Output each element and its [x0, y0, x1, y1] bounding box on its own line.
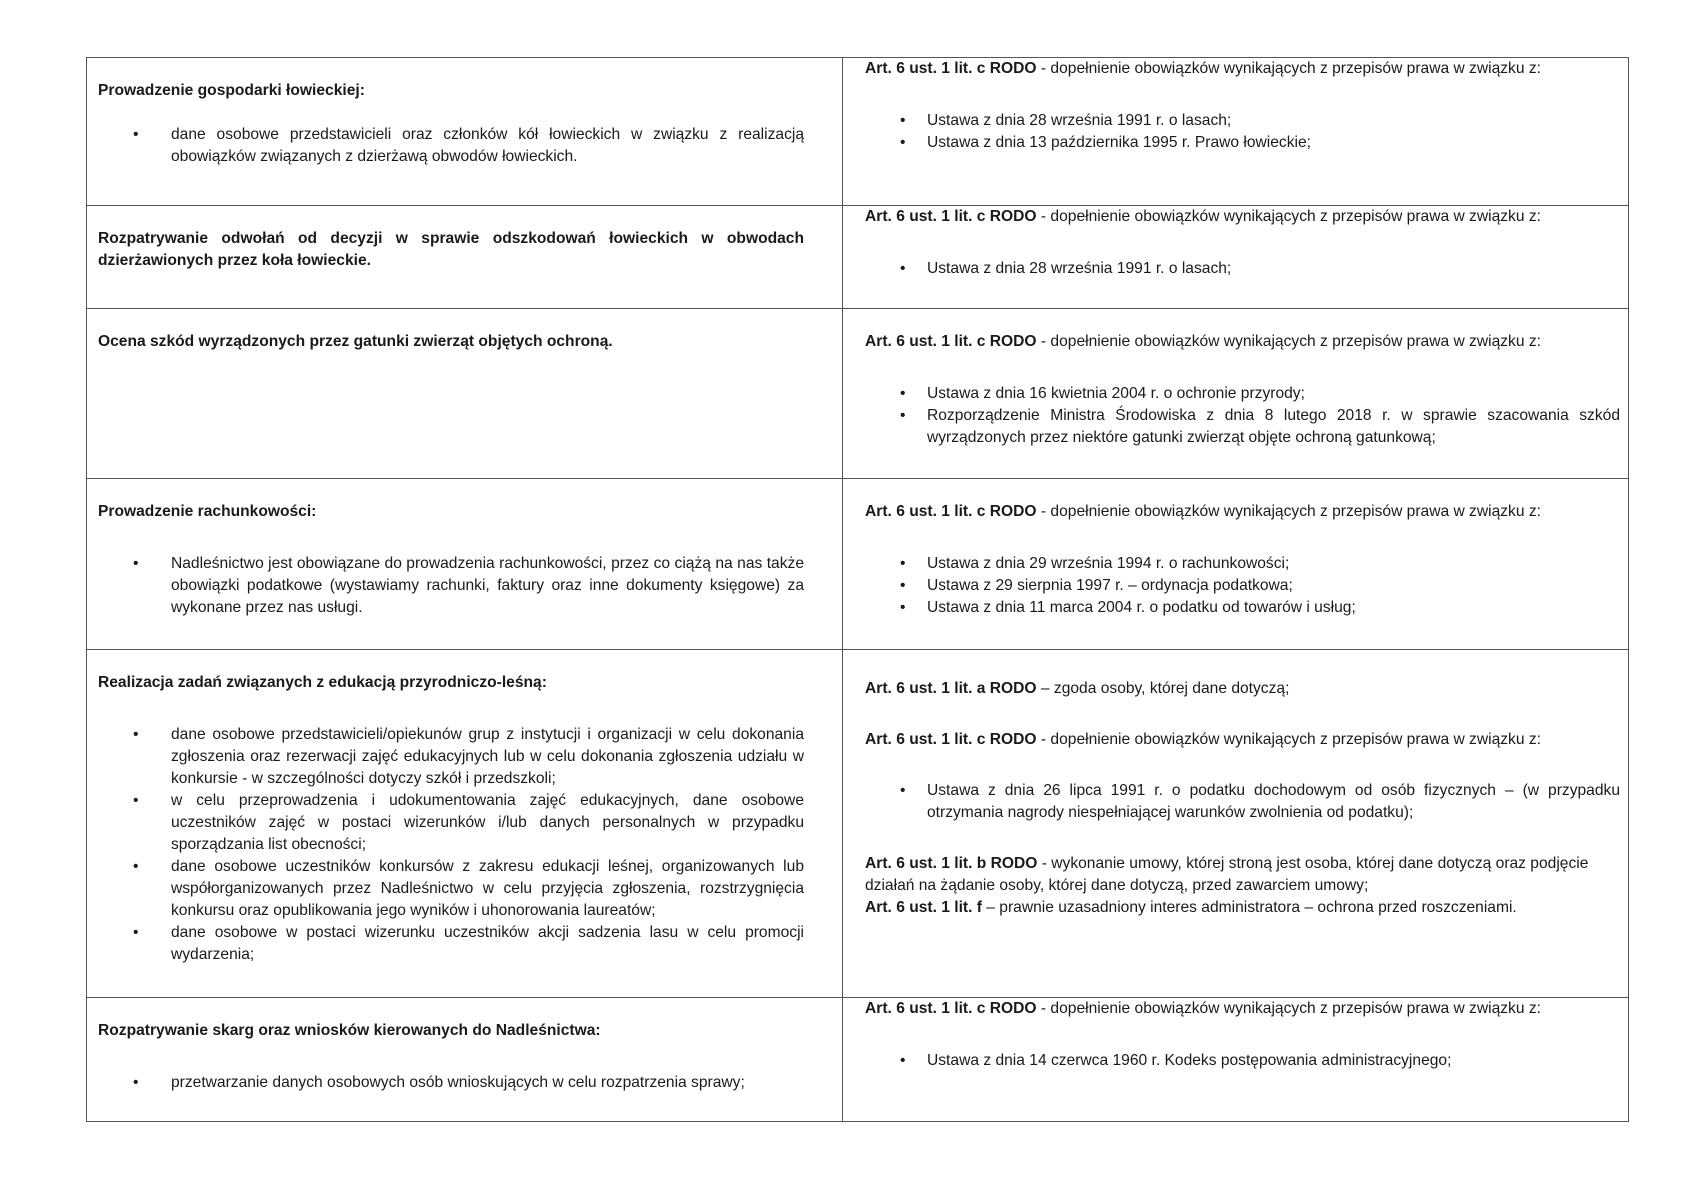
- purpose-title: Prowadzenie gospodarki łowieckiej:: [98, 82, 365, 99]
- legal-basis-cell: [843, 479, 1629, 650]
- basis-label: Art. 6 ust. 1 lit. f: [865, 899, 982, 916]
- basis-label: Art. 6 ust. 1 lit. c RODO: [865, 1000, 1037, 1017]
- list-item: • dane osobowe przedstawicieli/opiekunów grup z instytucji i organizacji w celu dokonania zgłoszenia oraz rezerwacji zajęć edukacyjnych lub w celu dokonania zgłoszenia udziału w konkursie - w szczególności dotyczy szkół i przedszkoli;: [98, 724, 804, 790]
- list-item: • Ustawa z dnia 26 lipca 1991 r. o podatku dochodowym od osób fizycznych – (w przypadku otrzymania nagrody niespełniającej warunków zwolnienia od podatku);: [865, 780, 1620, 824]
- legal-basis: [865, 58, 1620, 80]
- purpose-list: [98, 724, 804, 966]
- basis-text: - wykonanie umowy, której stroną jest osoba, której dane dotyczą oraz podjęcie działań na żądanie osoby, której dane dotyczą, przed zawarciem umowy;: [865, 855, 1589, 894]
- basis-text: – zgoda osoby, której dane dotyczą;: [1036, 680, 1290, 697]
- list-item: • Rozporządzenie Ministra Środowiska z dnia 8 lutego 2018 r. w sprawie szacowania szkód wyrządzonych przez niektóre gatunki zwierząt objęte ochroną gatunkową;: [865, 405, 1620, 449]
- list-item: • Ustawa z 29 sierpnia 1997 r. – ordynacja podatkowa;: [865, 575, 1620, 597]
- basis-text: - dopełnienie obowiązków wynikających z przepisów prawa w związku z:: [1036, 333, 1541, 350]
- list-item: • dane osobowe przedstawicieli oraz członków kół łowieckich w związku z realizacją obowiązków związanych z dzierżawą obwodów łowieckich.: [98, 124, 804, 168]
- purpose-list: [98, 1072, 804, 1094]
- legal-basis: [865, 501, 1620, 523]
- list-item: • Ustawa z dnia 28 września 1991 r. o lasach;: [865, 258, 1620, 280]
- list-item: • Ustawa z dnia 13 października 1995 r. Prawo łowieckie;: [865, 132, 1620, 154]
- basis-label: Art. 6 ust. 1 lit. c RODO: [865, 60, 1037, 77]
- basis-text: - dopełnienie obowiązków wynikających z przepisów prawa w związku z:: [1036, 503, 1541, 520]
- basis-text: - dopełnienie obowiązków wynikających z przepisów prawa w związku z:: [1036, 60, 1541, 77]
- purpose-list: [98, 553, 804, 619]
- list-item: • Ustawa z dnia 16 kwietnia 2004 r. o ochronie przyrody;: [865, 383, 1620, 405]
- list-item: • Ustawa z dnia 14 czerwca 1960 r. Kodeks postępowania administracyjnego;: [865, 1050, 1620, 1072]
- table-row: [87, 58, 1629, 206]
- basis-text: - dopełnienie obowiązków wynikających z przepisów prawa w związku z:: [1036, 1000, 1541, 1017]
- purpose-title: Realizacja zadań związanych z edukacją przyrodniczo-leśną:: [98, 674, 547, 691]
- basis-text: - dopełnienie obowiązków wynikających z przepisów prawa w związku z:: [1036, 731, 1541, 748]
- legal-basis-cell: [843, 206, 1629, 309]
- list-item: • dane osobowe uczestników konkursów z zakresu edukacji leśnej, organizowanych lub współorganizowanych przez Nadleśnictwo w celu przyjęcia zgłoszenia, rozstrzygnięcia konkursu oraz opublikowania jego wyników i uhonorowania laureatów;: [98, 856, 804, 922]
- laws-list: [865, 383, 1620, 449]
- legal-basis: [865, 206, 1620, 228]
- basis-label: Art. 6 ust. 1 lit. a RODO: [865, 680, 1037, 697]
- purpose-title: Ocena szkód wyrządzonych przez gatunki zwierząt objętych ochroną.: [98, 333, 613, 350]
- purpose-title: Prowadzenie rachunkowości:: [98, 503, 317, 520]
- legal-basis-b: [865, 853, 1620, 897]
- list-item: • Ustawa z dnia 29 września 1994 r. o rachunkowości;: [865, 553, 1620, 575]
- legal-basis-cell: [843, 58, 1629, 206]
- purpose-title: Rozpatrywanie skarg oraz wniosków kierowanych do Nadleśnictwa:: [98, 1022, 601, 1039]
- legal-basis-cell: [843, 650, 1629, 998]
- legal-basis-f: [865, 897, 1620, 919]
- laws-list: [865, 1050, 1620, 1072]
- list-item: • Ustawa z dnia 28 września 1991 r. o lasach;: [865, 110, 1620, 132]
- purpose-list: [98, 124, 804, 168]
- purpose-cell: [87, 58, 843, 206]
- basis-text: – prawnie uzasadniony interes administratora – ochrona przed roszczeniami.: [981, 899, 1517, 916]
- list-item: • Nadleśnictwo jest obowiązane do prowadzenia rachunkowości, przez co ciążą na nas także obowiązki podatkowe (wystawiamy rachunki, faktury oraz inne dokumenty księgowe) za wykonane przez nas usługi.: [98, 553, 804, 619]
- table-row: [87, 206, 1629, 309]
- basis-text: - dopełnienie obowiązków wynikających z przepisów prawa w związku z:: [1036, 208, 1541, 225]
- list-item: • w celu przeprowadzenia i udokumentowania zajęć edukacyjnych, dane osobowe uczestników zajęć w postaci wizerunków i/lub danych personalnych w przypadku sporządzania list obecności;: [98, 790, 804, 856]
- list-item: • Ustawa z dnia 11 marca 2004 r. o podatku od towarów i usług;: [865, 597, 1620, 619]
- laws-list: [865, 110, 1620, 154]
- list-item: • dane osobowe w postaci wizerunku uczestników akcji sadzenia lasu w celu promocji wydarzenia;: [98, 922, 804, 966]
- table-row: [87, 309, 1629, 479]
- laws-list: [865, 780, 1620, 824]
- legal-basis-cell: [843, 998, 1629, 1122]
- purpose-cell: [87, 650, 843, 998]
- purpose-cell: [87, 998, 843, 1122]
- basis-label: Art. 6 ust. 1 lit. c RODO: [865, 731, 1037, 748]
- purpose-cell: [87, 206, 843, 309]
- purpose-title: Rozpatrywanie odwołań od decyzji w sprawie odszkodowań łowieckich w obwodach dzierżawionych przez koła łowieckie.: [98, 230, 804, 269]
- laws-list: [865, 553, 1620, 619]
- legal-basis: [865, 998, 1620, 1020]
- list-item: • przetwarzanie danych osobowych osób wnioskujących w celu rozpatrzenia sprawy;: [98, 1072, 804, 1094]
- legal-basis: [865, 331, 1620, 353]
- legal-basis-cell: [843, 309, 1629, 479]
- basis-label: Art. 6 ust. 1 lit. c RODO: [865, 333, 1037, 350]
- laws-list: [865, 258, 1620, 280]
- processing-purposes-table: [86, 57, 1629, 1122]
- table-row: [87, 998, 1629, 1122]
- basis-label: Art. 6 ust. 1 lit. c RODO: [865, 503, 1037, 520]
- table-row: [87, 650, 1629, 998]
- legal-basis-a: [865, 678, 1620, 700]
- basis-label: Art. 6 ust. 1 lit. b RODO: [865, 855, 1038, 872]
- purpose-cell: [87, 309, 843, 479]
- basis-label: Art. 6 ust. 1 lit. c RODO: [865, 208, 1037, 225]
- legal-basis-c: [865, 729, 1620, 751]
- table-row: [87, 479, 1629, 650]
- purpose-cell: [87, 479, 843, 650]
